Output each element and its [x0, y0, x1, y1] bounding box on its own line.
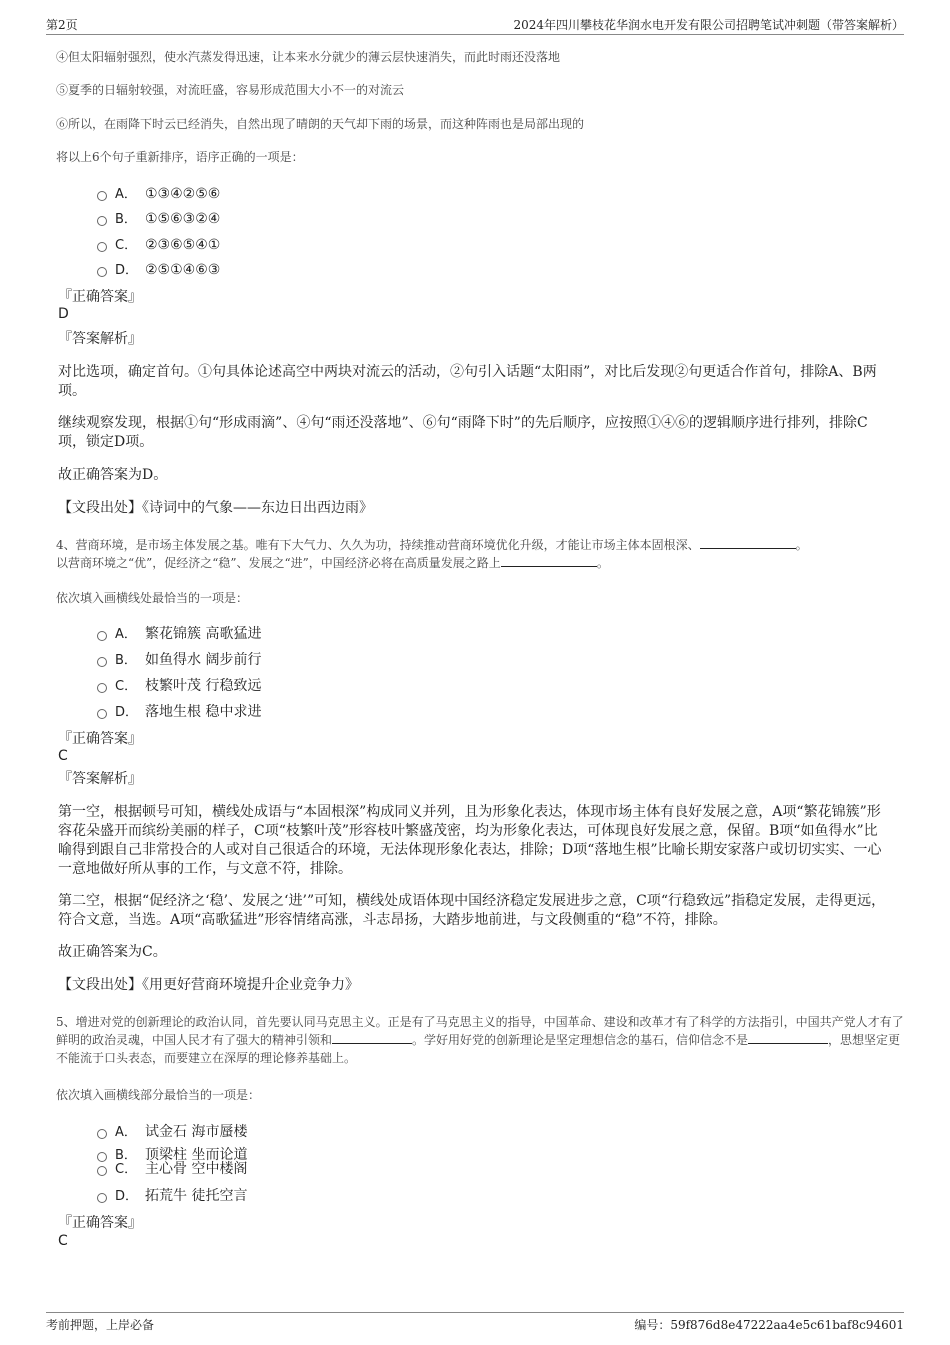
q3-option-b[interactable]: B． ①⑤⑥③②④ — [97, 210, 220, 228]
q3-sentence-4: ④但太阳辐射强烈，使水汽蒸发得迅速，让本来水分就少的薄云层快速消失，而此时雨还没落地 — [56, 50, 561, 64]
document-id: 编号：59f876d8e47222aa4e5c61baf8c94601 — [634, 1318, 904, 1332]
blank-line — [700, 536, 796, 549]
q4-analysis-label: 『答案解析』 — [58, 771, 142, 787]
q3-sentence-5: ⑤夏季的日辐射较强，对流旺盛，容易形成范围大小不一的对流云 — [56, 83, 405, 97]
radio-icon[interactable] — [97, 1166, 107, 1176]
q4-option-b[interactable]: B． 如鱼得水 阔步前行 — [97, 651, 261, 669]
radio-icon[interactable] — [97, 1193, 107, 1203]
q5-option-a[interactable]: A． 试金石 海市蜃楼 — [97, 1123, 247, 1141]
q4-analysis-1: 第一空，根据顿号可知，横线处成语与“本固根深”构成同义并列，且为形象化表达，体现市场主体有良好发展之意，A项“繁花锦簇”形容花朵盛开而缤纷美丽的样子，C项“枝繁叶茂”形容枝叶繁盛茂密，均为形象化表达，可体现良好发展之意，保留。B项“如鱼得水”比喻得到跟自己非常投合的人或对自己很适合的环境，无法体现形象化表达，排除；D项“落地生根”比喻长期安家落户或切切实实、一心一意地做好所从事的工作，与文意不符，排除。 — [58, 804, 882, 877]
blank-line — [501, 554, 597, 567]
blank-line — [748, 1031, 828, 1044]
page-header — [46, 14, 904, 35]
radio-icon[interactable] — [97, 683, 107, 693]
radio-icon[interactable] — [97, 191, 107, 201]
q5-stem: 5、增进对党的创新理论的政治认同，首先要认同马克思主义。正是有了马克思主义的指导，中国革命、建设和改革才有了科学的方法指引，中国共产党人才有了鲜明的政治灵魂，中国人民才有了强大的精神引领和 。学好用好党的创新理论是坚定理想信念的基石，信仰信念不是 ，思想坚定更不能流于口头表态，而要建立在深厚的理论修养基础上。 — [56, 1015, 904, 1065]
radio-icon[interactable] — [97, 709, 107, 719]
q4-option-d[interactable]: D． 落地生根 稳中求进 — [97, 703, 261, 721]
q5-answer-label: 『正确答案』 — [58, 1215, 142, 1231]
q5-option-b[interactable]: B． 顶梁柱 坐而论道 — [97, 1146, 247, 1164]
radio-icon[interactable] — [97, 242, 107, 252]
q3-prompt: 将以上6个句子重新排序，语序正确的一项是： — [56, 150, 304, 164]
q4-answer: C — [58, 748, 68, 764]
page-footer — [46, 1312, 904, 1332]
radio-icon[interactable] — [97, 216, 107, 226]
radio-icon[interactable] — [97, 631, 107, 641]
radio-icon[interactable] — [97, 1129, 107, 1139]
q4-analysis-2: 第二空，根据“促经济之‘稳’、发展之‘进’”可知，横线处成语体现中国经济稳定发展进步之意，C项“行稳致远”指稳定发展，走得更远，符合文意，当选。A项“高歌猛进”形容情绪高涨，斗志昂扬，大踏步地前进，与文段侧重的“稳”不符，排除。 — [58, 893, 886, 928]
q3-answer-label: 『正确答案』 — [58, 289, 142, 305]
q3-analysis-1: 对比选项，确定首句。①句具体论述高空中两块对流云的活动，②句引入话题“太阳雨”，对比后发现②句更适合作首句，排除A、B两项。 — [58, 364, 877, 399]
q3-analysis-2: 继续观察发现，根据①句“形成雨滴”、④句“雨还没落地”、⑥句“雨降下时”的先后顺序，应按照①④⑥的逻辑顺序进行排列，排除C项，锁定D项。 — [58, 415, 868, 450]
page-number: 第2页 — [46, 18, 78, 32]
q5-answer: C — [58, 1233, 68, 1249]
radio-icon[interactable] — [97, 267, 107, 277]
footer-slogan: 考前押题，上岸必备 — [46, 1318, 155, 1332]
q3-source: 【文段出处】《诗词中的气象——东边日出西边雨》 — [58, 500, 373, 516]
q3-option-c[interactable]: C． ②③⑥⑤④① — [97, 236, 220, 254]
q3-conclusion: 故正确答案为D。 — [58, 467, 168, 483]
q5-option-d[interactable]: D． 拓荒牛 徒托空言 — [97, 1187, 247, 1205]
q5-prompt: 依次填入画横线部分最恰当的一项是： — [56, 1088, 261, 1102]
q4-source: 【文段出处】《用更好营商环境提升企业竞争力》 — [58, 977, 359, 993]
q3-option-d[interactable]: D． ②⑤①④⑥③ — [97, 261, 220, 279]
q3-option-a[interactable]: A． ①③④②⑤⑥ — [97, 185, 220, 203]
q4-stem: 4、营商环境，是市场主体发展之基。唯有下大气力、久久为功，持续推动营商环境优化升级，才能让市场主体本固根深、 。 以营商环境之“优”，促经济之“稳”、发展之“进”，中国经济必将在高质量发展之路上 。 — [56, 538, 808, 570]
document-title: 2024年四川攀枝花华润水电开发有限公司招聘笔试冲刺题（带答案解析） — [513, 18, 904, 32]
q5-option-c[interactable]: C． 主心骨 空中楼阁 — [97, 1160, 247, 1178]
q4-option-a[interactable]: A． 繁花锦簇 高歌猛进 — [97, 625, 261, 643]
q4-option-c[interactable]: C． 枝繁叶茂 行稳致远 — [97, 677, 261, 695]
q4-answer-label: 『正确答案』 — [58, 731, 142, 747]
q3-analysis-label: 『答案解析』 — [58, 331, 142, 347]
q3-sentence-6: ⑥所以，在雨降下时云已经消失，自然出现了晴朗的天气却下雨的场景，而这种阵雨也是局部出现的 — [56, 117, 585, 131]
q3-answer: D — [58, 306, 69, 322]
q4-conclusion: 故正确答案为C。 — [58, 944, 167, 960]
q4-prompt: 依次填入画横线处最恰当的一项是： — [56, 591, 249, 605]
blank-line — [332, 1031, 412, 1044]
radio-icon[interactable] — [97, 657, 107, 667]
